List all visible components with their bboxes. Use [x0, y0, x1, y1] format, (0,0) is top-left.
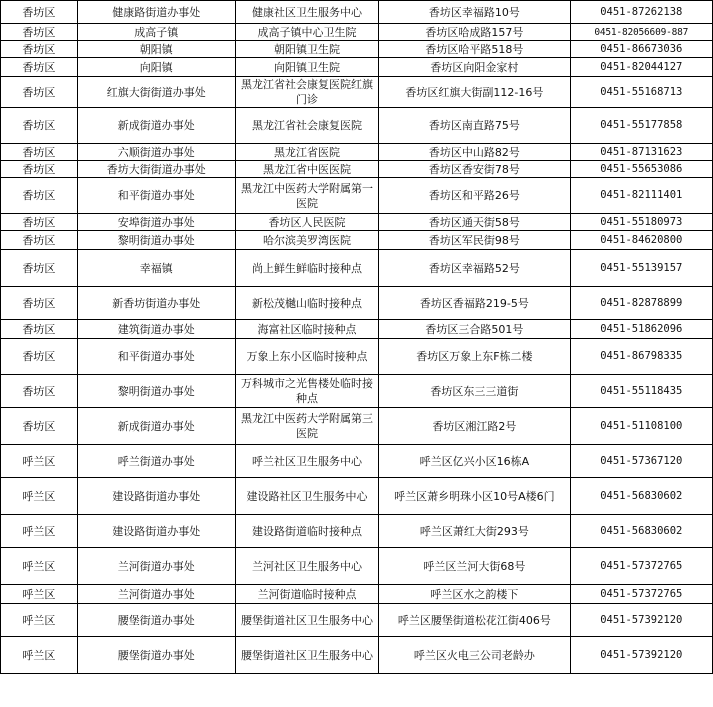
- address-cell: 香坊区东三三道街: [379, 375, 570, 408]
- table-row: [1, 445, 713, 478]
- district-cell: 香坊区: [1, 77, 78, 108]
- phone-cell: 0451-55180973: [570, 214, 712, 231]
- street-office-cell: 六顺街道办事处: [77, 144, 235, 161]
- phone-cell: 0451-55139157: [570, 250, 712, 287]
- district-cell: 香坊区: [1, 231, 78, 250]
- address-cell: 香坊区幸福路52号: [379, 250, 570, 287]
- phone-cell: 0451-55653086: [570, 161, 712, 178]
- address-cell: 香坊区向阳金家村: [379, 58, 570, 77]
- street-office-cell: 朝阳镇: [77, 41, 235, 58]
- district-cell: 香坊区: [1, 250, 78, 287]
- table-row: [1, 637, 713, 674]
- district-cell: 呼兰区: [1, 478, 78, 515]
- address-cell: 呼兰区萧乡明珠小区10号A楼6门: [379, 478, 570, 515]
- phone-cell: 0451-56830602: [570, 478, 712, 515]
- site-name-cell: 尚上鲜生鲜临时接种点: [235, 250, 379, 287]
- site-name-cell: 哈尔滨美罗湾医院: [235, 231, 379, 250]
- address-cell: 香坊区和平路26号: [379, 178, 570, 214]
- street-office-cell: 兰河街道办事处: [77, 585, 235, 604]
- address-cell: 香坊区湘江路2号: [379, 408, 570, 445]
- site-name-cell: 兰河社区卫生服务中心: [235, 548, 379, 585]
- address-cell: 呼兰区水之韵楼下: [379, 585, 570, 604]
- district-cell: 香坊区: [1, 161, 78, 178]
- phone-cell: 0451-57367120: [570, 445, 712, 478]
- address-cell: 香坊区香安街78号: [379, 161, 570, 178]
- street-office-cell: 呼兰街道办事处: [77, 445, 235, 478]
- street-office-cell: 新成街道办事处: [77, 408, 235, 445]
- district-cell: 香坊区: [1, 1, 78, 24]
- street-office-cell: 腰堡街道办事处: [77, 604, 235, 637]
- site-name-cell: 建设路街道临时接种点: [235, 515, 379, 548]
- district-cell: 香坊区: [1, 339, 78, 375]
- site-name-cell: 成高子镇中心卫生院: [235, 24, 379, 41]
- district-cell: 香坊区: [1, 24, 78, 41]
- table-body: [1, 1, 713, 674]
- table-row: [1, 1, 713, 24]
- district-cell: 香坊区: [1, 320, 78, 339]
- phone-cell: 0451-82878899: [570, 287, 712, 320]
- district-cell: 香坊区: [1, 58, 78, 77]
- street-office-cell: 新成街道办事处: [77, 108, 235, 144]
- address-cell: 呼兰区萧红大街293号: [379, 515, 570, 548]
- district-cell: 香坊区: [1, 375, 78, 408]
- site-name-cell: 黑龙江省中医医院: [235, 161, 379, 178]
- table-row: [1, 250, 713, 287]
- district-cell: 呼兰区: [1, 585, 78, 604]
- site-name-cell: 黑龙江省社会康复医院: [235, 108, 379, 144]
- table-row: [1, 231, 713, 250]
- table-row: [1, 41, 713, 58]
- district-cell: 香坊区: [1, 214, 78, 231]
- address-cell: 呼兰区火电三公司老龄办: [379, 637, 570, 674]
- street-office-cell: 安埠街道办事处: [77, 214, 235, 231]
- address-cell: 香坊区中山路82号: [379, 144, 570, 161]
- district-cell: 呼兰区: [1, 445, 78, 478]
- site-name-cell: 兰河街道临时接种点: [235, 585, 379, 604]
- phone-cell: 0451-87262138: [570, 1, 712, 24]
- address-cell: 香坊区万象上东F栋二楼: [379, 339, 570, 375]
- street-office-cell: 和平街道办事处: [77, 339, 235, 375]
- table-row: [1, 478, 713, 515]
- street-office-cell: 香坊大街街道办事处: [77, 161, 235, 178]
- table-row: [1, 178, 713, 214]
- phone-cell: 0451-57372765: [570, 585, 712, 604]
- site-name-cell: 呼兰社区卫生服务中心: [235, 445, 379, 478]
- address-cell: 香坊区通天街58号: [379, 214, 570, 231]
- table-row: [1, 161, 713, 178]
- district-cell: 香坊区: [1, 408, 78, 445]
- phone-cell: 0451-56830602: [570, 515, 712, 548]
- table-row: [1, 515, 713, 548]
- street-office-cell: 向阳镇: [77, 58, 235, 77]
- district-cell: 香坊区: [1, 41, 78, 58]
- district-cell: 香坊区: [1, 287, 78, 320]
- address-cell: 呼兰区兰河大街68号: [379, 548, 570, 585]
- table-row: [1, 408, 713, 445]
- address-cell: 香坊区哈平路518号: [379, 41, 570, 58]
- table-row: [1, 375, 713, 408]
- address-cell: 香坊区哈成路157号: [379, 24, 570, 41]
- table-row: [1, 77, 713, 108]
- site-name-cell: 香坊区人民医院: [235, 214, 379, 231]
- site-name-cell: 腰堡街道社区卫生服务中心: [235, 637, 379, 674]
- phone-cell: 0451-55118435: [570, 375, 712, 408]
- address-cell: 香坊区三合路501号: [379, 320, 570, 339]
- phone-cell: 0451-86673036: [570, 41, 712, 58]
- street-office-cell: 健康路街道办事处: [77, 1, 235, 24]
- site-name-cell: 向阳镇卫生院: [235, 58, 379, 77]
- street-office-cell: 黎明街道办事处: [77, 375, 235, 408]
- street-office-cell: 和平街道办事处: [77, 178, 235, 214]
- phone-cell: 0451-86798335: [570, 339, 712, 375]
- site-name-cell: 黑龙江中医药大学附属第三医院: [235, 408, 379, 445]
- phone-cell: 0451-57372765: [570, 548, 712, 585]
- table-row: [1, 548, 713, 585]
- street-office-cell: 红旗大街街道办事处: [77, 77, 235, 108]
- street-office-cell: 幸福镇: [77, 250, 235, 287]
- phone-cell: 0451-51862096: [570, 320, 712, 339]
- table-row: [1, 144, 713, 161]
- site-name-cell: 黑龙江省社会康复医院红旗门诊: [235, 77, 379, 108]
- district-cell: 呼兰区: [1, 604, 78, 637]
- street-office-cell: 成高子镇: [77, 24, 235, 41]
- address-cell: 呼兰区亿兴小区16栋A: [379, 445, 570, 478]
- table-row: [1, 24, 713, 41]
- phone-cell: 0451-57392120: [570, 604, 712, 637]
- phone-cell: 0451-87131623: [570, 144, 712, 161]
- phone-cell: 0451-51108100: [570, 408, 712, 445]
- phone-cell: 0451-82111401: [570, 178, 712, 214]
- district-cell: 呼兰区: [1, 515, 78, 548]
- address-cell: 香坊区香福路219-5号: [379, 287, 570, 320]
- address-cell: 香坊区幸福路10号: [379, 1, 570, 24]
- street-office-cell: 黎明街道办事处: [77, 231, 235, 250]
- street-office-cell: 建设路街道办事处: [77, 478, 235, 515]
- street-office-cell: 新香坊街道办事处: [77, 287, 235, 320]
- site-name-cell: 万科城市之光售楼处临时接种点: [235, 375, 379, 408]
- address-cell: 香坊区军民街98号: [379, 231, 570, 250]
- table-row: [1, 585, 713, 604]
- table-row: [1, 108, 713, 144]
- table-row: [1, 320, 713, 339]
- street-office-cell: 腰堡街道办事处: [77, 637, 235, 674]
- address-cell: 香坊区南直路75号: [379, 108, 570, 144]
- table-row: [1, 287, 713, 320]
- address-cell: 香坊区红旗大街副112-16号: [379, 77, 570, 108]
- phone-cell: 0451-57392120: [570, 637, 712, 674]
- district-cell: 香坊区: [1, 108, 78, 144]
- site-name-cell: 朝阳镇卫生院: [235, 41, 379, 58]
- site-name-cell: 健康社区卫生服务中心: [235, 1, 379, 24]
- site-name-cell: 新松茂樾山临时接种点: [235, 287, 379, 320]
- table-row: [1, 214, 713, 231]
- street-office-cell: 建设路街道办事处: [77, 515, 235, 548]
- site-name-cell: 腰堡街道社区卫生服务中心: [235, 604, 379, 637]
- phone-cell: 0451-55177858: [570, 108, 712, 144]
- site-name-cell: 海富社区临时接种点: [235, 320, 379, 339]
- table-row: [1, 58, 713, 77]
- street-office-cell: 兰河街道办事处: [77, 548, 235, 585]
- phone-cell: 0451-82044127: [570, 58, 712, 77]
- district-cell: 香坊区: [1, 144, 78, 161]
- phone-cell: 0451-55168713: [570, 77, 712, 108]
- district-cell: 香坊区: [1, 178, 78, 214]
- site-name-cell: 黑龙江省医院: [235, 144, 379, 161]
- phone-cell: 0451-84620800: [570, 231, 712, 250]
- address-cell: 呼兰区腰堡街道松花江街406号: [379, 604, 570, 637]
- table-row: [1, 604, 713, 637]
- site-name-cell: 黑龙江中医药大学附属第一医院: [235, 178, 379, 214]
- table-row: [1, 339, 713, 375]
- site-name-cell: 万象上东小区临时接种点: [235, 339, 379, 375]
- district-cell: 呼兰区: [1, 637, 78, 674]
- street-office-cell: 建筑街道办事处: [77, 320, 235, 339]
- site-name-cell: 建设路社区卫生服务中心: [235, 478, 379, 515]
- district-cell: 呼兰区: [1, 548, 78, 585]
- phone-cell: 0451-82056609-887: [570, 24, 712, 41]
